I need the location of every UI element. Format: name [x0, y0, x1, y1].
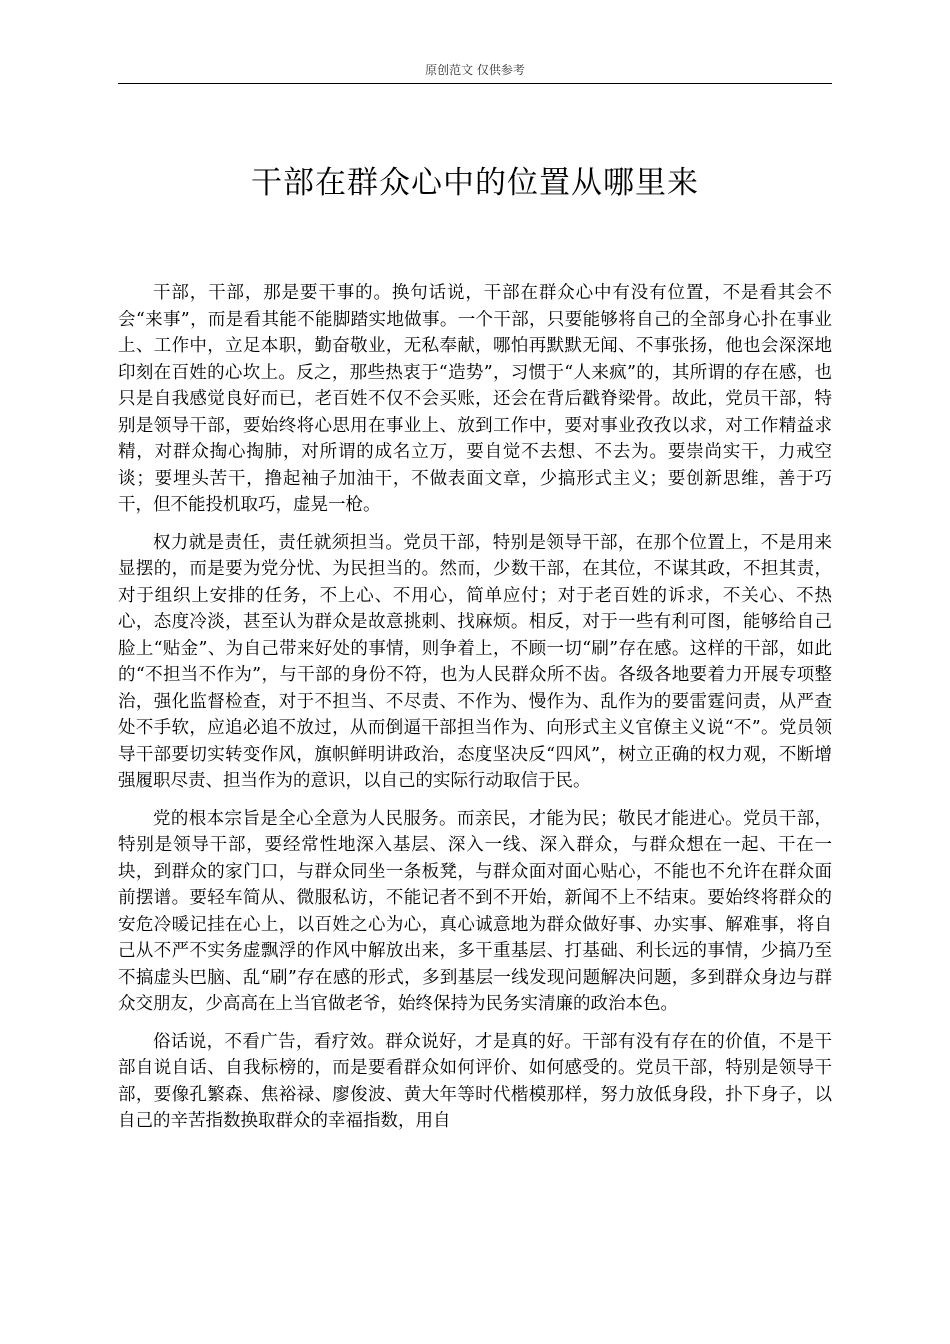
paragraph-2: 权力就是责任，责任就须担当。党员干部，特别是领导干部，在那个位置上，不是用来显摆的，而是要为党分忧、为民担当的。然而，少数干部，在其位，不谋其政，不担其责，对于组织上安排的任务，不上心、不用心，简单应付；对于老百姓的诉求，不关心、不热心，态度冷淡，甚至认为群众是故意挑刺、找麻烦。相反，对于一些有利可图，能够给自己脸上“贴金”、为自己带来好处的事情，则争着上，不顾一切“刷”存在感。这样的干部，如此的“不担当不作为”，与干部的身份不符，也为人民群众所不齿。各级各地要着力开展专项整治，强化监督检查，对于不担当、不尽责、不作为、慢作为、乱作为的要雷霆问责，从严查处不手软，应追必追不放过，从而倒逼干部担当作为、向形式主义官僚主义说“不”。党员领导干部要切实转变作风，旗帜鲜明讲政治，态度坚决反“四风”，树立正确的权力观，不断增强履职尽责、担当作为的意识，以自己的实际行动取信于民。 — [118, 532, 832, 791]
header-divider — [118, 83, 832, 84]
paragraph-1: 干部，干部，那是要干事的。换句话说，干部在群众心中有没有位置，不是看其会不会“来事”，而是看其能不能脚踏实地做事。一个干部，只要能够将自己的全部身心扑在事业上、工作中，立足本职，勤奋敬业，无私奉献，哪怕再默默无闻、不事张扬，他也会深深地印刻在百姓的心坎上。反之，那些热衷于“造势”，习惯于“人来疯”的，其所谓的存在感，也只是自我感觉良好而已，老百姓不仅不会买账，还会在背后戳脊梁骨。故此，党员干部，特别是领导干部，要始终将心思用在事业上、放到工作中，要对事业孜孜以求，对工作精益求精，对群众掏心掏肺，对所谓的成名立万，要自觉不去想、不去为。要崇尚实干，力戒空谈；要埋头苦干，撸起袖子加油干，不做表面文章，少搞形式主义；要创新思维，善于巧干，但不能投机取巧，虚晃一枪。 — [118, 283, 832, 515]
paragraph-3: 党的根本宗旨是全心全意为人民服务。而亲民，才能为民；敬民才能进心。党员干部，特别是领导干部，要经常性地深入基层、深入一线、深入群众，与群众想在一起、干在一块，到群众的家门口，与群众同坐一条板凳，与群众面对面心贴心，不能也不允许在群众面前摆谱。要轻车简从、微服私访，不能记者不到不开始，新闻不上不结束。要始终将群众的安危冷暖记挂在心上，以百姓之心为心，真心诚意地为群众做好事、办实事、解难事，将自己从不严不实务虚飘浮的作风中解放出来，多干重基层、打基础、利长远的事情，少搞乃至不搞虚头巴脑、乱“刷”存在感的形式，多到基层一线发现问题解决问题，多到群众身边与群众交朋友，少高高在上当官做老爷，始终保持为民务实清廉的政治本色。 — [118, 808, 832, 1014]
document-title: 干部在群众心中的位置从哪里来 — [251, 165, 699, 201]
page-header: 原创范文 仅供参考 — [425, 63, 525, 77]
paragraph-4: 俗话说，不看广告，看疗效。群众说好，才是真的好。干部有没有存在的价值，不是干部自说自话、自我标榜的，而是要看群众如何评价、如何感受的。党员干部，特别是领导干部，要像孔繁森、焦裕禄、廖俊波、黄大年等时代楷模那样，努力放低身段，扑下身子，以自己的辛苦指数换取群众的幸福指数，用自 — [118, 1031, 832, 1131]
document-body — [118, 280, 832, 1146]
